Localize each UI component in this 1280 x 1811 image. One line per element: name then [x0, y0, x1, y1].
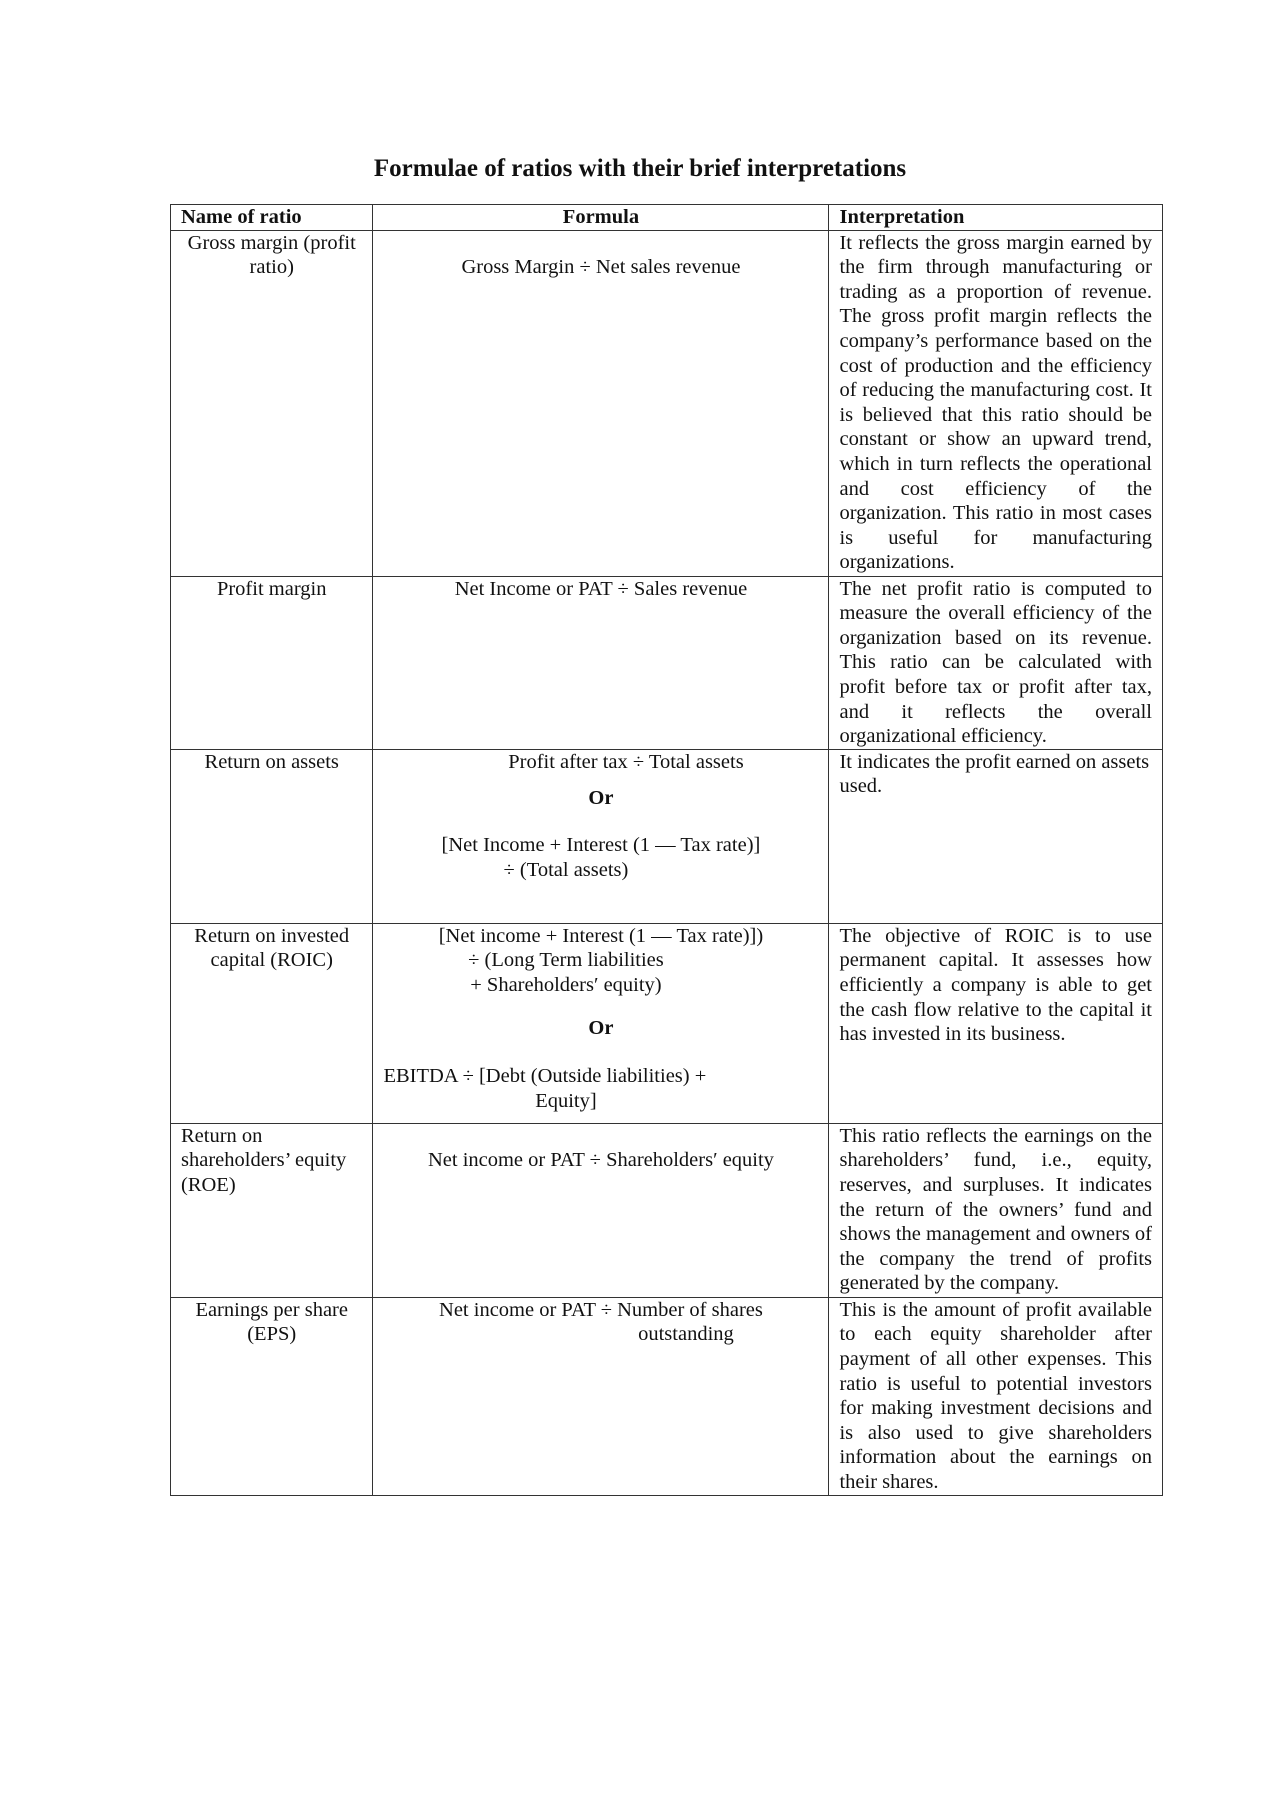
table-row: [171, 1123, 1163, 1297]
formula-text: EBITDA ÷ [Debt (Outside liabilities) +: [383, 1065, 707, 1088]
formula-text: [Net Income + Interest (1 — Tax rate)]: [441, 833, 761, 856]
ratio-interpretation: This is the amount of profit available to each equity shareholder after payment of all other expenses. This ratio is useful to potential investors for making investment decisions and is also used to give shareholders information about the earnings on their shares.: [829, 1297, 1163, 1495]
table-row: [171, 749, 1163, 923]
ratio-interpretation: This ratio reflects the earnings on the shareholders’ fund, i.e., equity, reserves, and surpluses. It indicates the return of the owners’ fund and shows the management and owners of the company the trend of profits generated by the company.: [829, 1123, 1163, 1297]
ratio-formula: [373, 1297, 829, 1495]
header-formula: Formula: [373, 205, 829, 231]
ratio-formula: Net Income or PAT ÷ Sales revenue: [373, 576, 829, 749]
header-interpretation: Interpretation: [829, 205, 1163, 231]
ratio-name: Return on invested capital (ROIC): [171, 923, 373, 1123]
ratio-interpretation: It reflects the gross margin earned by the firm through manufacturing or trading as a proportion of revenue. The gross profit margin reflects the company’s performance based on the cost of production and the efficiency of reducing the manufacturing cost. It is believed that this ratio should be constant or show an upward trend, which in turn reflects the operational and cost efficiency of the organization. This ratio in most cases is useful for manufacturing organizations.: [829, 230, 1163, 576]
table-row: [171, 1297, 1163, 1495]
ratio-interpretation: It indicates the profit earned on assets used.: [829, 749, 1163, 923]
ratio-name: Return on assets: [171, 749, 373, 923]
formula-text: outstanding: [638, 1323, 734, 1346]
ratio-name: Return on shareholders’ equity (ROE): [171, 1123, 373, 1297]
ratio-name: Gross margin (profit ratio): [171, 230, 373, 576]
page-title: [0, 155, 1280, 183]
formula-or: Or: [588, 1016, 614, 1039]
ratio-formula: [373, 1123, 829, 1297]
formula-text: + Shareholders′ equity): [470, 973, 662, 996]
formula-text: Net income or PAT ÷ Number of shares: [439, 1298, 763, 1321]
ratio-interpretation: The net profit ratio is computed to measure the overall efficiency of the organization based on its revenue. This ratio can be calculated with profit before tax or profit after tax, and it reflects the overall organizational efficiency.: [829, 576, 1163, 749]
table-header-row: [171, 205, 1163, 231]
formula-text: ÷ (Long Term liabilities: [468, 949, 664, 972]
formula-text: Equity]: [535, 1089, 597, 1112]
ratio-formula: [373, 230, 829, 576]
page-title-text: Formulae of ratios with their brief interpretations: [373, 155, 907, 182]
ratio-name: Earnings per share (EPS): [171, 1297, 373, 1495]
formula-text: [Net income + Interest (1 — Tax rate)]): [438, 924, 764, 947]
formula-or: Or: [588, 787, 614, 810]
ratio-formula: [373, 749, 829, 923]
formula-text: Gross Margin ÷ Net sales revenue: [461, 255, 741, 278]
table-row: [171, 230, 1163, 576]
header-name: Name of ratio: [171, 205, 373, 231]
ratio-interpretation: The objective of ROIC is to use permanent capital. It assesses how efficiently a company is able to get the cash flow relative to the capital it has invested in its business.: [829, 923, 1163, 1123]
ratios-table: [170, 204, 1163, 1496]
formula-text: Profit after tax ÷ Total assets: [508, 750, 744, 773]
ratio-formula: [373, 923, 829, 1123]
table-row: [171, 576, 1163, 749]
formula-text: Net income or PAT ÷ Shareholders′ equity: [427, 1148, 774, 1171]
table-row: [171, 923, 1163, 1123]
formula-text: ÷ (Total assets): [503, 858, 629, 881]
ratio-name: Profit margin: [171, 576, 373, 749]
